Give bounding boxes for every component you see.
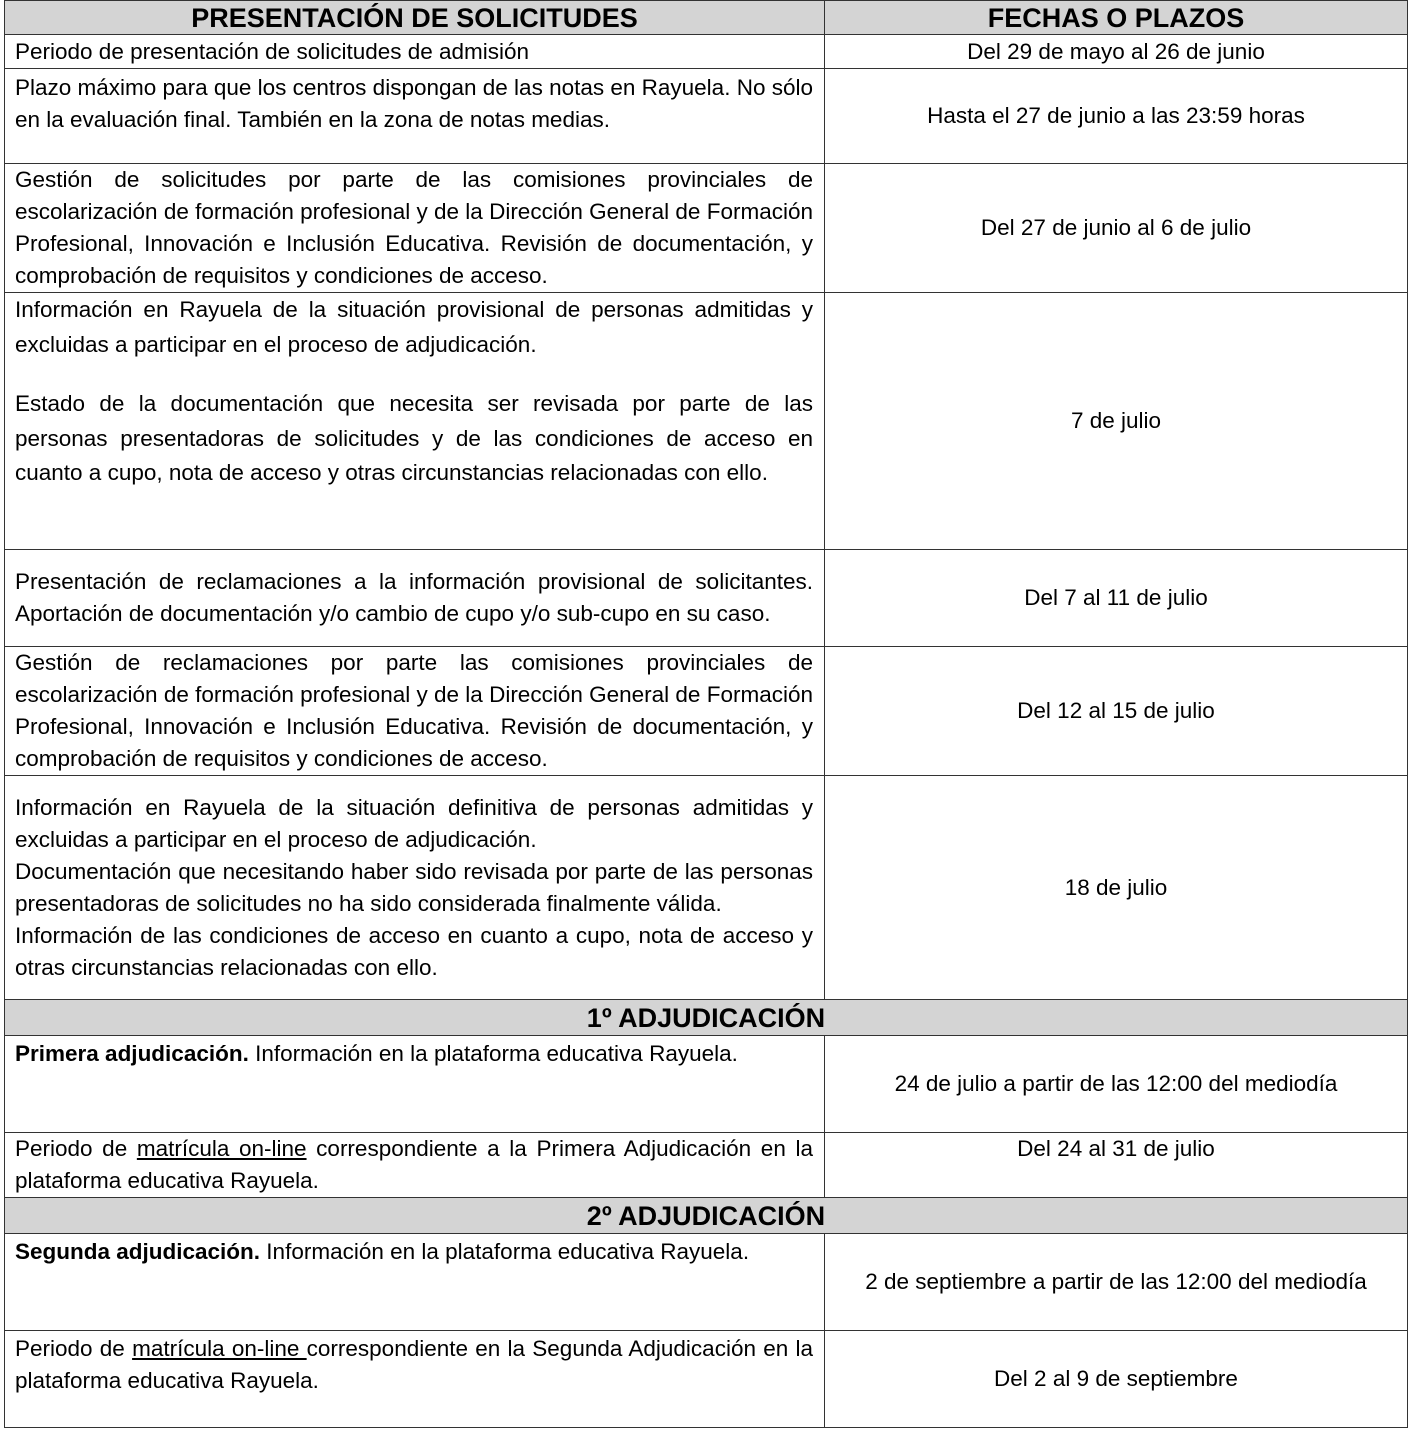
description-text: correspondiente en la Segunda Adjudicación en la plataforma educativa Rayuela. bbox=[15, 1336, 814, 1393]
row-date: 2 de septiembre a partir de las 12:00 del mediodía bbox=[825, 1234, 1408, 1331]
section-header-row bbox=[5, 1198, 1408, 1234]
paragraph-gap bbox=[15, 362, 813, 387]
calendar-table bbox=[4, 0, 1408, 1428]
table-header-row bbox=[5, 1, 1408, 35]
table-row bbox=[5, 776, 1408, 1000]
description-text: Información en la plataforma educativa Rayuela. bbox=[260, 1239, 750, 1264]
section-title-adjudication-1: 1º ADJUDICACIÓN bbox=[5, 1000, 1408, 1036]
row-description: Gestión de reclamaciones por parte las comisiones provinciales de escolarización de formación profesional y de la Dirección General de Formación Profesional, Innovación e Inclusión Educativa. Revisión de documentación, y comprobación de requisitos y condiciones de acceso. bbox=[5, 647, 825, 776]
table-row bbox=[5, 69, 1408, 164]
table-row bbox=[5, 1331, 1408, 1428]
row-description bbox=[5, 1234, 825, 1331]
row-date: Del 27 de junio al 6 de julio bbox=[825, 164, 1408, 293]
table-row bbox=[5, 164, 1408, 293]
description-text: Periodo de bbox=[15, 1336, 133, 1361]
header-dates: FECHAS O PLAZOS bbox=[825, 1, 1408, 35]
row-description: Presentación de reclamaciones a la información provisional de solicitantes. Aportación de documentación y/o cambio de cupo y/o sub-cupo en su caso. bbox=[5, 550, 825, 647]
description-bold: Segunda adjudicación. bbox=[15, 1239, 261, 1264]
section-title-adjudication-2: 2º ADJUDICACIÓN bbox=[5, 1198, 1408, 1234]
row-description bbox=[5, 1331, 825, 1428]
row-date: Del 12 al 15 de julio bbox=[825, 647, 1408, 776]
description-paragraph: Información de las condiciones de acceso en cuanto a cupo, nota de acceso y otras circunstancias relacionadas con ello. bbox=[15, 922, 813, 980]
row-date: 18 de julio bbox=[825, 776, 1408, 1000]
table-row bbox=[5, 1234, 1408, 1331]
matricula-online-link[interactable]: matrícula on-line bbox=[136, 1136, 307, 1161]
description-text: Periodo de bbox=[15, 1136, 137, 1161]
row-description: Plazo máximo para que los centros dispongan de las notas en Rayuela. No sólo en la evaluación final. También en la zona de notas medias. bbox=[5, 69, 825, 164]
row-date: Del 2 al 9 de septiembre bbox=[825, 1331, 1408, 1428]
description-paragraph: Documentación que necesitando haber sido revisada por parte de las personas presentadoras de solicitudes no ha sido considerada finalmente válida. bbox=[15, 858, 813, 916]
description-paragraph: Información en Rayuela de la situación provisional de personas admitidas y excluidas a participar en el proceso de adjudicación. bbox=[15, 297, 813, 357]
table-row bbox=[5, 647, 1408, 776]
row-date: Del 29 de mayo al 26 de junio bbox=[825, 35, 1408, 69]
row-date: Hasta el 27 de junio a las 23:59 horas bbox=[825, 69, 1408, 164]
table-row bbox=[5, 293, 1408, 550]
description-paragraph: Estado de la documentación que necesita ser revisada por parte de las personas presentadoras de solicitudes y de las condiciones de acceso en cuanto a cupo, nota de acceso y otras circunstancias relacionadas con ello. bbox=[15, 391, 813, 485]
section-header-row bbox=[5, 1000, 1408, 1036]
table-row bbox=[5, 35, 1408, 69]
description-bold: Primera adjudicación. bbox=[15, 1041, 249, 1066]
description-text: Información en la plataforma educativa Rayuela. bbox=[248, 1041, 738, 1066]
row-date: Del 7 al 11 de julio bbox=[825, 550, 1408, 647]
row-description bbox=[5, 1036, 825, 1133]
row-date: 7 de julio bbox=[825, 293, 1408, 550]
table-row bbox=[5, 1036, 1408, 1133]
description-paragraph: Información en Rayuela de la situación definitiva de personas admitidas y excluidas a participar en el proceso de adjudicación. bbox=[15, 794, 813, 852]
row-date: 24 de julio a partir de las 12:00 del mediodía bbox=[825, 1036, 1408, 1133]
table-row bbox=[5, 550, 1408, 647]
row-description bbox=[5, 776, 825, 1000]
table-row bbox=[5, 1133, 1408, 1198]
row-description: Gestión de solicitudes por parte de las comisiones provinciales de escolarización de formación profesional y de la Dirección General de Formación Profesional, Innovación e Inclusión Educativa. Revisión de documentación, y comprobación de requisitos y condiciones de acceso. bbox=[5, 164, 825, 293]
row-date: Del 24 al 31 de julio bbox=[825, 1133, 1408, 1198]
row-description bbox=[5, 293, 825, 550]
header-applications: PRESENTACIÓN DE SOLICITUDES bbox=[5, 1, 825, 35]
description-text: correspondiente a la Primera Adjudicación en la plataforma educativa Rayuela. bbox=[15, 1136, 813, 1193]
row-description bbox=[5, 1133, 825, 1198]
row-description: Periodo de presentación de solicitudes de admisión bbox=[5, 35, 825, 69]
matricula-online-link[interactable]: matrícula on-line bbox=[132, 1336, 307, 1361]
